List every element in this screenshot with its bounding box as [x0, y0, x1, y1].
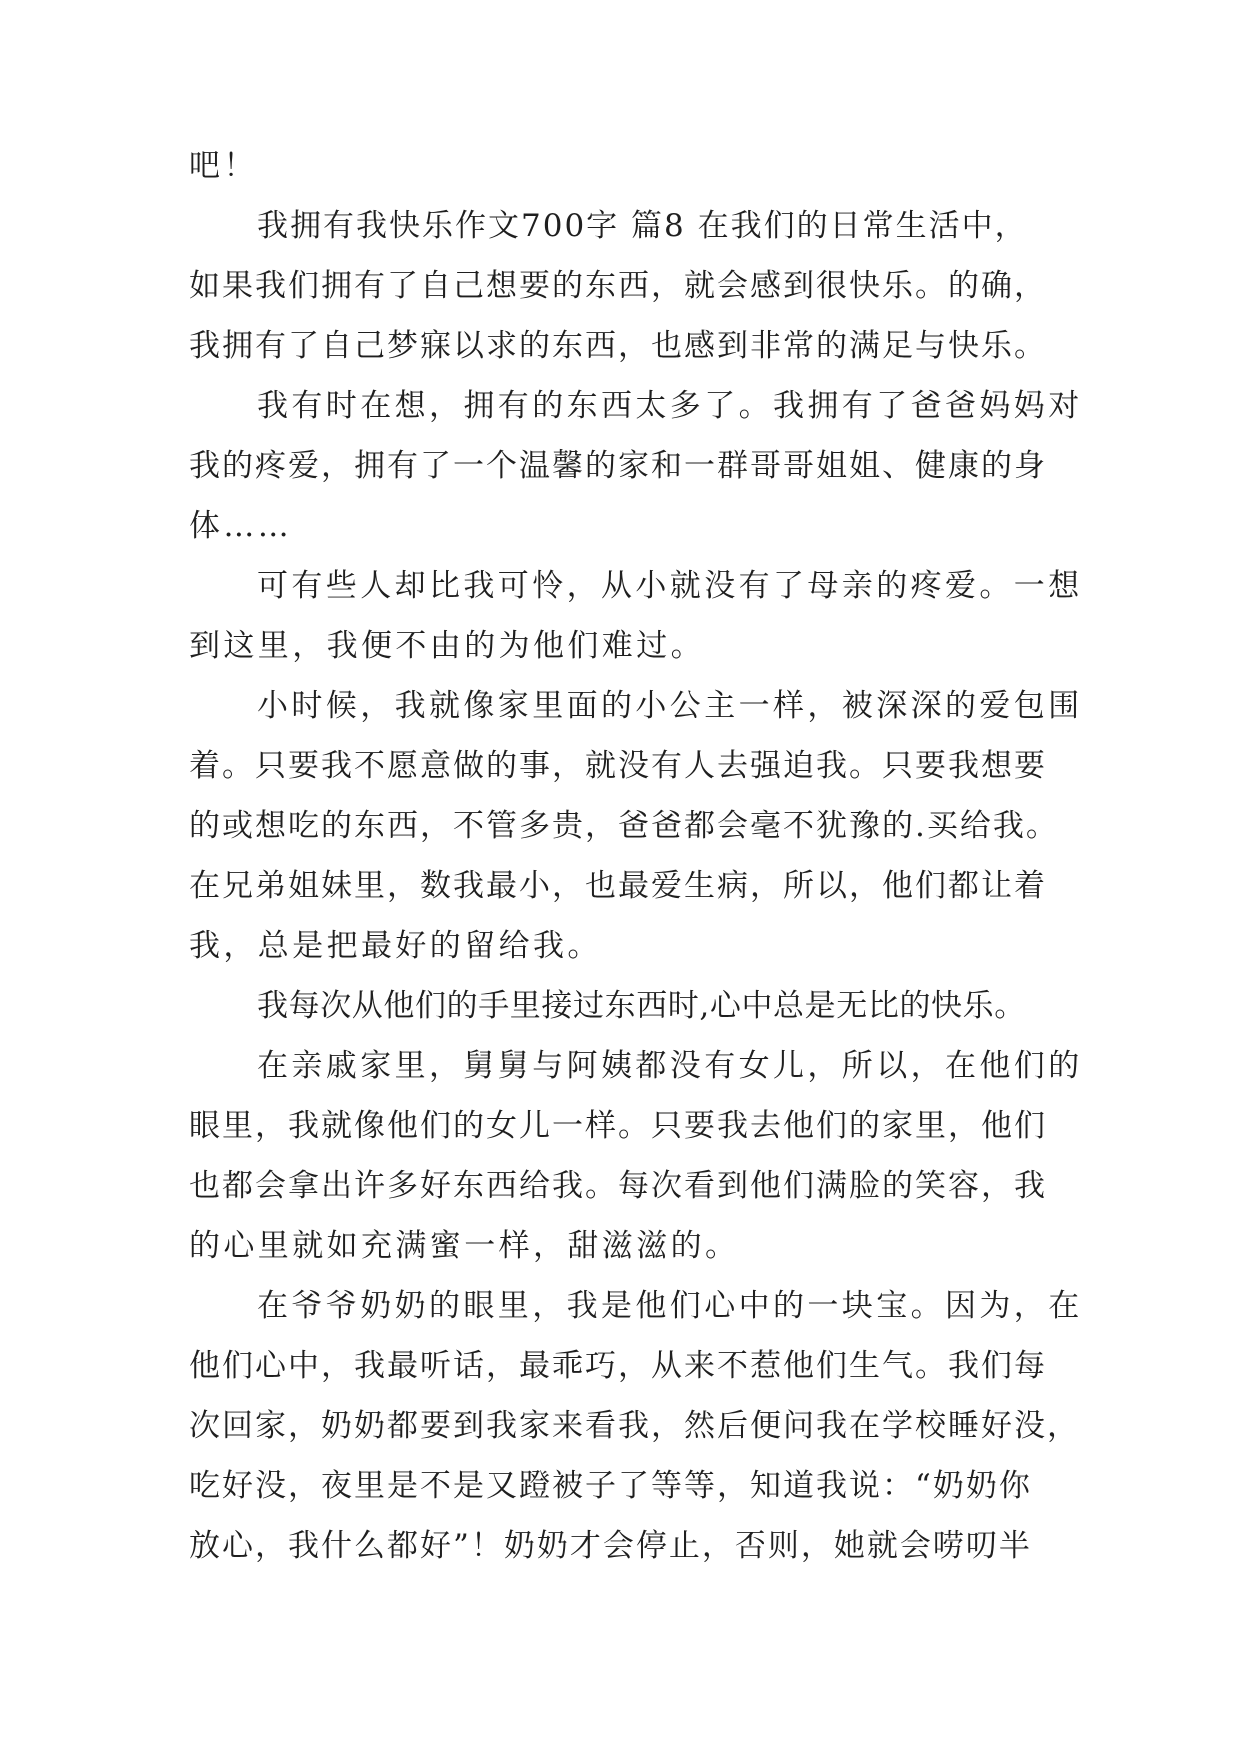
text-line: 到这里，我便不由的为他们难过。: [189, 628, 705, 664]
text-line: 在爷爷奶奶的眼里，我是他们心中的一块宝。因为，在: [257, 1288, 1083, 1324]
text-line: 我每次从他们的手里接过东西时,心中总是无比的快乐。: [257, 988, 1026, 1024]
text-line: 眼里，我就像他们的女儿一样。只要我去他们的家里，他们: [189, 1108, 1047, 1144]
text-line: 我的疼爱，拥有了一个温馨的家和一群哥哥姐姐、健康的身: [189, 448, 1047, 484]
text-line: 我有时在想，拥有的东西太多了。我拥有了爸爸妈妈对: [257, 388, 1083, 424]
text-line: 在兄弟姐妹里，数我最小，也最爱生病，所以，他们都让着: [189, 868, 1047, 904]
text-line: 次回家，奶奶都要到我家来看我，然后便问我在学校睡好没，: [189, 1408, 1080, 1444]
text-line: 如果我们拥有了自己想要的东西，就会感到很快乐。的确，: [189, 268, 1047, 304]
text-line: 的或想吃的东西，不管多贵，爸爸都会毫不犹豫的.买给我。: [189, 808, 1059, 844]
text-line: 吃好没，夜里是不是又蹬被子了等等，知道我说：“奶奶你: [189, 1468, 1032, 1504]
text-line: 体……: [189, 508, 293, 544]
text-line: 放心，我什么都好”！奶奶才会停止，否则，她就会唠叨半: [189, 1528, 1032, 1564]
text-line: 的心里就如充满蜜一样，甜滋滋的。: [189, 1228, 740, 1264]
text-line: 也都会拿出许多好东西给我。每次看到他们满脸的笑容，我: [189, 1168, 1047, 1204]
text-line: 我拥有了自己梦寐以求的东西，也感到非常的满足与快乐。: [189, 328, 1047, 364]
text-line: 吧！: [189, 148, 258, 184]
text-line: 可有些人却比我可怜，从小就没有了母亲的疼爱。一想: [257, 568, 1083, 604]
text-line: 在亲戚家里，舅舅与阿姨都没有女儿，所以，在他们的: [257, 1048, 1083, 1084]
text-line: 他们心中，我最听话，最乖巧，从来不惹他们生气。我们每: [189, 1348, 1047, 1384]
text-line: 着。只要我不愿意做的事，就没有人去强迫我。只要我想要: [189, 748, 1047, 784]
text-line: 我，总是把最好的留给我。: [189, 928, 602, 964]
text-line: 我拥有我快乐作文700字 篇8 在我们的日常生活中，: [257, 208, 1028, 244]
text-line: 小时候，我就像家里面的小公主一样，被深深的爱包围: [257, 688, 1083, 724]
